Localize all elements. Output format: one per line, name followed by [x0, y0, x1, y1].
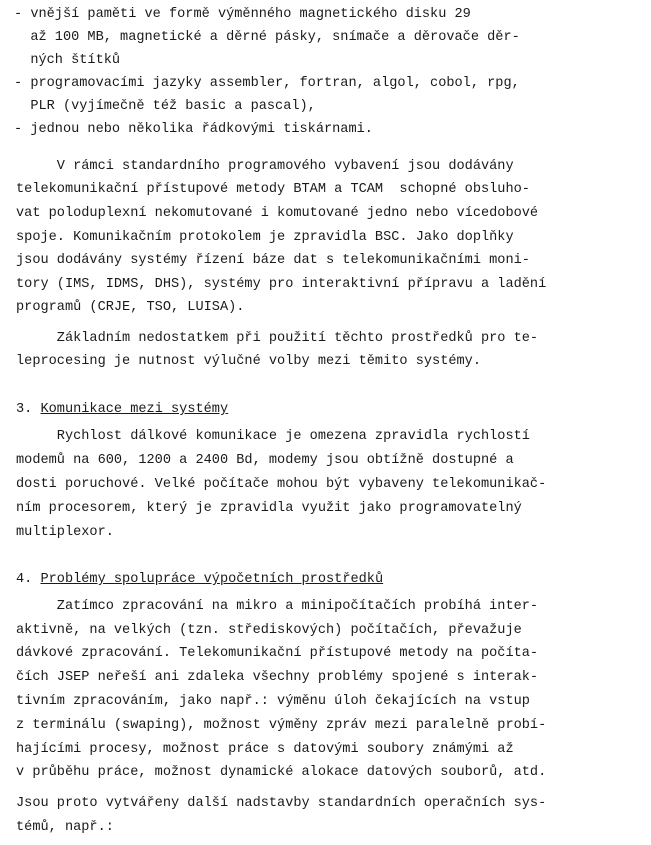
section-4-title: Problémy spolupráce výpočetních prostředků — [40, 572, 384, 587]
paragraph-line: V rámci standardního programového vybavení jsou dodávány — [16, 159, 514, 174]
paragraph-line: tory (IMS, IDMS, DHS), systémy pro interaktivní přípravu a ladění — [16, 277, 547, 292]
paragraph-line: dosti poruchové. Velké počítače mohou být vybaveny telekomunikač- — [16, 477, 547, 492]
paragraph-line: aktivně, na velkých (tzn. střediskových) počítačích, převažuje — [16, 623, 522, 638]
bullet-storage: - vnější paměti ve formě výměnného magnetického disku 29 — [14, 7, 471, 22]
paragraph-line: modemů na 600, 1200 a 2400 Bd, modemy jsou obtížně dostupné a — [16, 453, 514, 468]
paragraph-line: multiplexor. — [16, 525, 114, 540]
paragraph-line: Zatímco zpracování na mikro a minipočítačích probíhá inter- — [16, 599, 539, 614]
paragraph-line: tivním zpracováním, jako např.: výměnu úloh čekajících na vstup — [16, 694, 530, 709]
section-3-number: 3. — [16, 402, 41, 417]
paragraph-line: z terminálu (swaping), možnost výměny zpráv mezi paralelně probí- — [16, 718, 547, 733]
paragraph-line: leprocesing je nutnost výlučné volby mezi těmito systémy. — [16, 354, 481, 369]
section-3-heading — [16, 401, 228, 418]
bullet-languages-cont: PLR (vyjímečně též basic a pascal), — [14, 99, 316, 114]
paragraph-line: Rychlost dálkové komunikace je omezena zpravidla rychlostí — [16, 429, 530, 444]
section-3-title: Komunikace mezi systémy — [40, 402, 229, 417]
paragraph-line: dávkové zpracování. Telekomunikační přístupové metody na počíta- — [16, 646, 539, 661]
paragraph-line: Základním nedostatkem při použití těchto prostředků pro te- — [16, 331, 539, 346]
paragraph-line: vat poloduplexní nekomutované i komutované jedno nebo vícedobové — [16, 206, 539, 221]
section-4-number: 4. — [16, 572, 41, 587]
paragraph-line: programů (CRJE, TSO, LUISA). — [16, 300, 245, 315]
paragraph-line: ním procesorem, který je zpravidla využit jako programovatelný — [16, 501, 522, 516]
bullet-printers: - jednou nebo několika řádkovými tiskárnami. — [14, 122, 373, 137]
bullet-storage-cont: ných štítků — [14, 53, 121, 68]
paragraph-line: Jsou proto vytvářeny další nadstavby standardních operačních sys- — [16, 796, 547, 811]
bullet-storage-cont: až 100 MB, magnetické a děrné pásky, snímače a děrovače děr- — [14, 30, 520, 45]
paragraph-line: v průběhu práce, možnost dynamické alokace datových souborů, atd. — [16, 765, 547, 780]
paragraph-line: témů, např.: — [16, 820, 114, 835]
paragraph-line: telekomunikační přístupové metody BTAM a TCAM schopné obsluho- — [16, 182, 530, 197]
bullet-languages: - programovacími jazyky assembler, fortran, algol, cobol, rpg, — [14, 76, 520, 91]
paragraph-line: spoje. Komunikačním protokolem je zpravidla BSC. Jako doplňky — [16, 230, 514, 245]
paragraph-line: hajícími procesy, možnost práce s datovými soubory známými až — [16, 742, 514, 757]
paragraph-line: jsou dodávány systémy řízení báze dat s telekomunikačními moni- — [16, 253, 530, 268]
section-4-heading — [16, 571, 383, 588]
paragraph-line: čích JSEP neřeší ani zdaleka všechny problémy spojené s interak- — [16, 670, 539, 685]
